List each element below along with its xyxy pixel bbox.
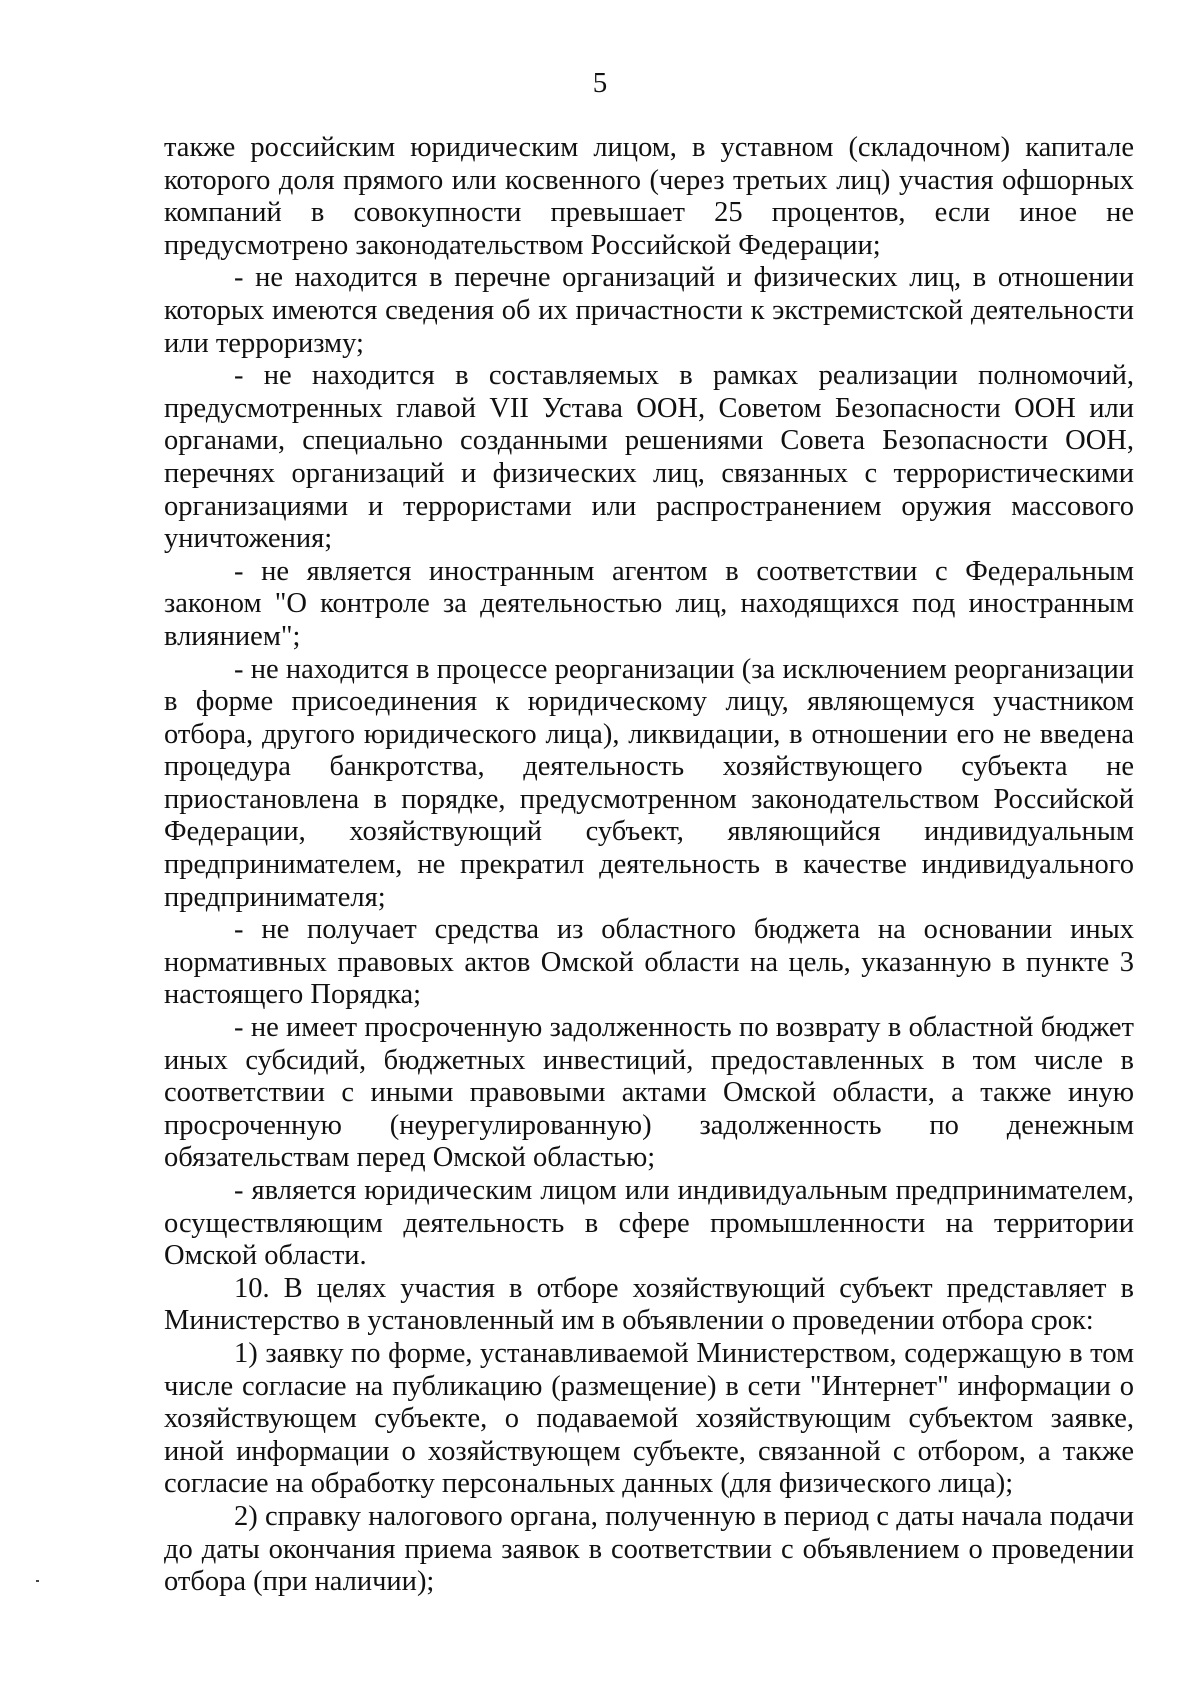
- paragraph-item-10-2-tax-certificate: 2) справку налогового органа, полученную в период с даты начала подачи до даты окончания приема заявок в соответствии с объявлением о проведении отбора (при наличии);: [164, 1500, 1134, 1598]
- paragraph-industry-entity: - является юридическим лицом или индивидуальным предпринимателем, осуществляющим деятельность в сфере промышленности на территории Омской области.: [164, 1175, 1134, 1272]
- document-body: [164, 132, 1134, 1599]
- paragraph-foreign-agent: - не является иностранным агентом в соответствии с Федеральным законом "О контроле за деятельностью лиц, находящихся под иностранным влиянием";: [164, 555, 1134, 652]
- paragraph-extremism-list: - не находится в перечне организаций и физических лиц, в отношении которых имеются сведения об их причастности к экстремистской деятельности или терроризму;: [164, 262, 1134, 359]
- scan-artifact-mark: [36, 1580, 39, 1582]
- paragraph-continuation: также российским юридическим лицом, в уставном (складочном) капитале которого доля прямого или косвенного (через третьих лиц) участия офшорных компаний в совокупности превышает 25 процентов, если иное не предусмотрено законодательством Российской Федерации;: [164, 132, 1134, 261]
- paragraph-reorganization: - не находится в процессе реорганизации (за исключением реорганизации в форме присоединения к юридическому лицу, являющемуся участником отбора, другого юридического лица), ликвидации, в отношении его не введена процедура банкротства, деятельность хозяйствующего субъекта не приостановлена в порядке, предусмотренном законодательством Российской Федерации, хозяйствующий субъект, являющийся индивидуальным предпринимателем, не прекратил деятельность в качестве индивидуального предпринимателя;: [164, 653, 1134, 913]
- paragraph-un-security-council-list: - не находится в составляемых в рамках реализации полномочий, предусмотренных главой VII Устава ООН, Советом Безопасности ООН или органами, специально созданными решениями Совета Безопасности ООН, перечнях организаций и физических лиц, связанных с террористическими организациями и террористами или распространением оружия массового уничтожения;: [164, 360, 1134, 555]
- paragraph-overdue-debt: - не имеет просроченную задолженность по возврату в областной бюджет иных субсидий, бюджетных инвестиций, предоставленных в том числе в соответствии с иными правовыми актами Омской области, а также иную просроченную (неурегулированную) задолженность по денежным обязательствам перед Омской областью;: [164, 1012, 1134, 1174]
- paragraph-budget-funds: - не получает средства из областного бюджета на основании иных нормативных правовых актов Омской области на цель, указанную в пункте 3 настоящего Порядка;: [164, 914, 1134, 1011]
- page-number: 5: [592, 67, 608, 99]
- paragraph-item-10-1-application: 1) заявку по форме, устанавливаемой Министерством, содержащую в том числе согласие на публикацию (размещение) в сети "Интернет" информации о хозяйствующем субъекте, о подаваемой хозяйствующим субъектом заявке, иной информации о хозяйствующем субъекте, связанной с отбором, а также согласие на обработку персональных данных (для физического лица);: [164, 1337, 1134, 1500]
- paragraph-item-10: 10. В целях участия в отборе хозяйствующий субъект представляет в Министерство в установленный им в объявлении о проведении отбора срок:: [164, 1272, 1134, 1337]
